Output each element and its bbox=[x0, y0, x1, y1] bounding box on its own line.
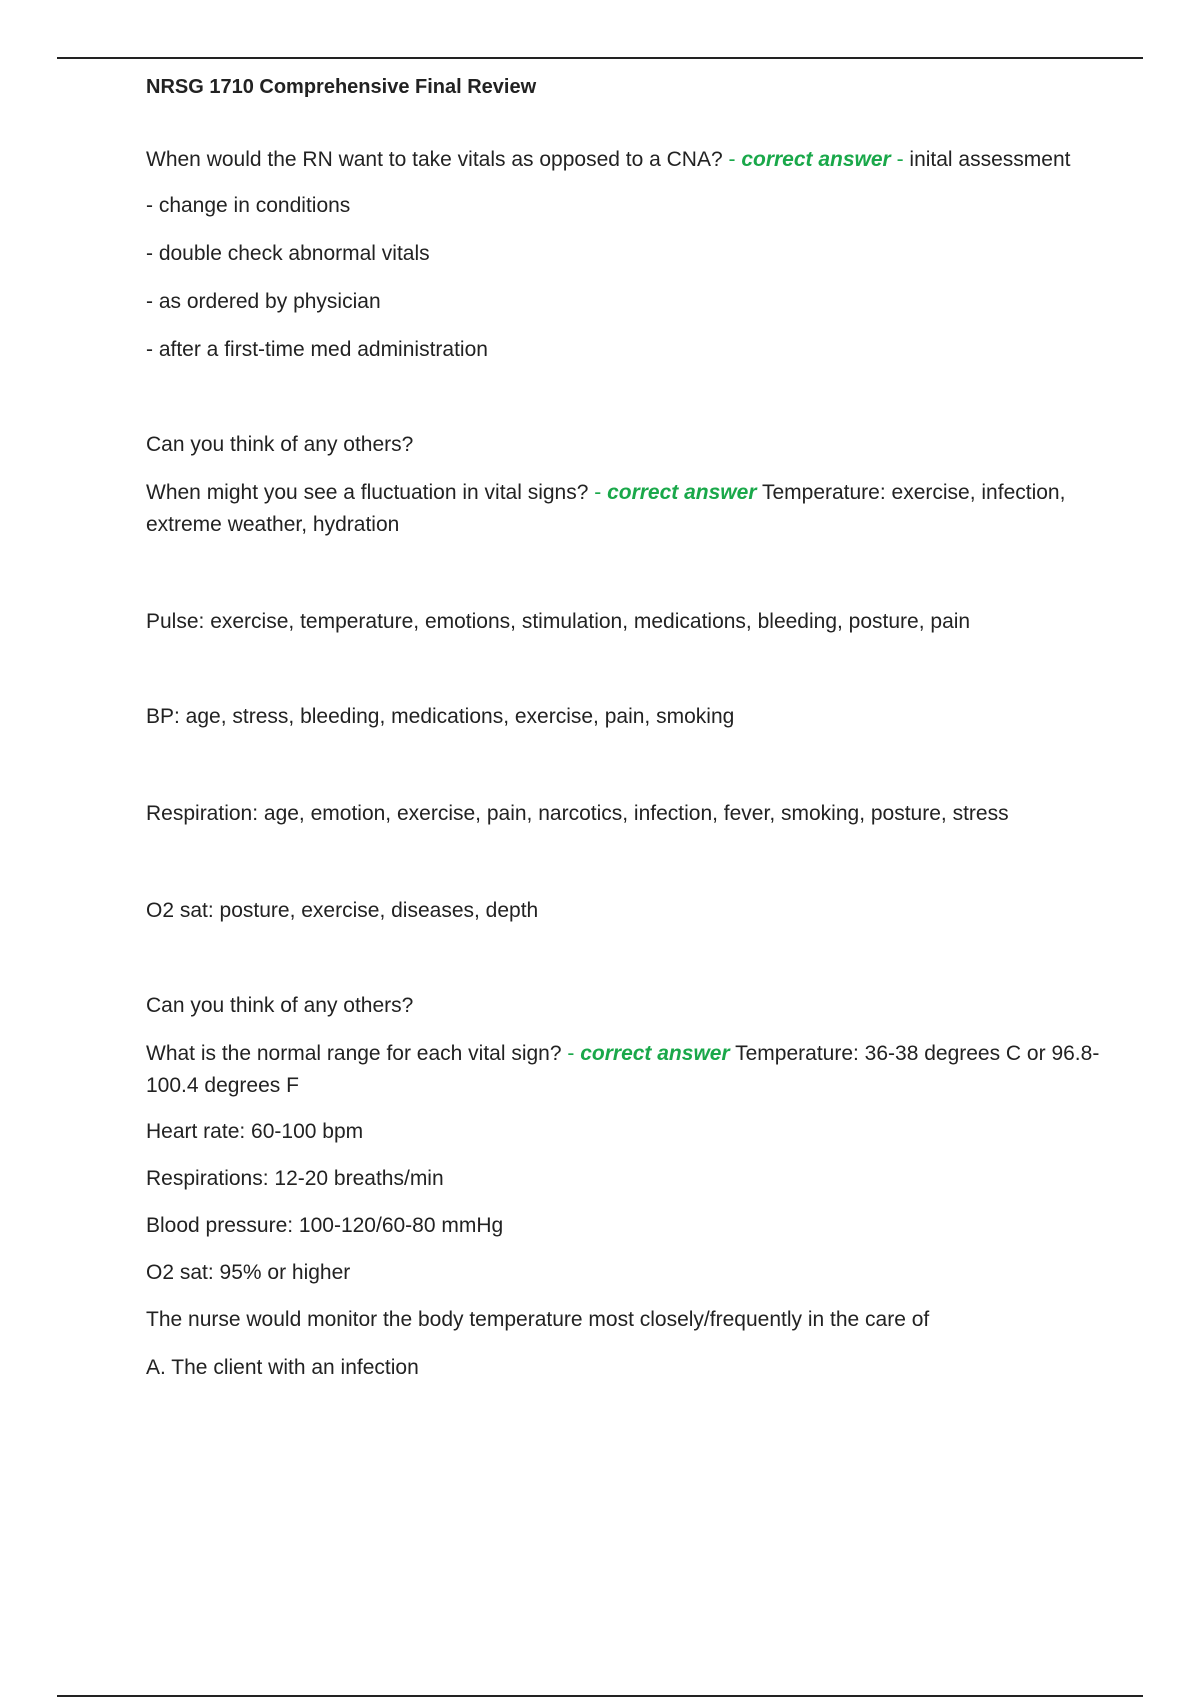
q1-paragraph: When would the RN want to take vitals as opposed to a CNA? - correct answer - inital assessment bbox=[146, 148, 1071, 171]
q1-answer-first: inital assessment bbox=[909, 148, 1071, 171]
q3-item: Respirations: 12-20 breaths/min bbox=[146, 1167, 444, 1190]
document-title: NRSG 1710 Comprehensive Final Review bbox=[146, 76, 537, 98]
q2-answer-marker: correct answer bbox=[607, 481, 757, 504]
bottom-rule bbox=[57, 1695, 1143, 1697]
q2-paragraph: When might you see a fluctuation in vital signs? - correct answer Temperature: exercise, infection, extreme weather, hydration bbox=[146, 481, 1066, 536]
q3-item: Heart rate: 60-100 bpm bbox=[146, 1120, 364, 1143]
q3-question: What is the normal range for each vital sign? bbox=[146, 1042, 562, 1065]
q3-paragraph: What is the normal range for each vital sign? - correct answer Temperature: 36-38 degrees C or 96.8-100.4 degrees F bbox=[146, 1042, 1100, 1097]
q1-item: - change in conditions bbox=[146, 194, 351, 217]
q1-followup: Can you think of any others? bbox=[146, 433, 414, 456]
q2-item: BP: age, stress, bleeding, medications, exercise, pain, smoking bbox=[146, 705, 735, 728]
q4-question: The nurse would monitor the body temperature most closely/frequently in the care of bbox=[146, 1308, 930, 1331]
q4-option-a: A. The client with an infection bbox=[146, 1356, 419, 1379]
q1-answer-marker: correct answer bbox=[741, 148, 891, 171]
q1-item: - as ordered by physician bbox=[146, 290, 381, 313]
q2-followup: Can you think of any others? bbox=[146, 994, 414, 1017]
top-rule bbox=[57, 57, 1143, 59]
q3-answer-first: Temperature: 36-38 degrees C or 96.8-100.4 degrees F bbox=[146, 1042, 1100, 1097]
q2-item: Respiration: age, emotion, exercise, pain, narcotics, infection, fever, smoking, posture, stress bbox=[146, 802, 1009, 825]
q3-item: Blood pressure: 100-120/60-80 mmHg bbox=[146, 1214, 504, 1237]
q3-answer-marker: correct answer bbox=[580, 1042, 730, 1065]
q1-item: - after a first-time med administration bbox=[146, 338, 488, 361]
q3-item: O2 sat: 95% or higher bbox=[146, 1261, 351, 1284]
q2-item: Pulse: exercise, temperature, emotions, stimulation, medications, bleeding, posture, pain bbox=[146, 610, 971, 633]
q1-item: - double check abnormal vitals bbox=[146, 242, 430, 265]
q2-answer-first: Temperature: exercise, infection, extreme weather, hydration bbox=[146, 481, 1066, 536]
document-body bbox=[146, 72, 1106, 1384]
q2-item: O2 sat: posture, exercise, diseases, depth bbox=[146, 899, 539, 922]
q1-question: When would the RN want to take vitals as opposed to a CNA? bbox=[146, 148, 723, 171]
q2-question: When might you see a fluctuation in vital signs? bbox=[146, 481, 589, 504]
